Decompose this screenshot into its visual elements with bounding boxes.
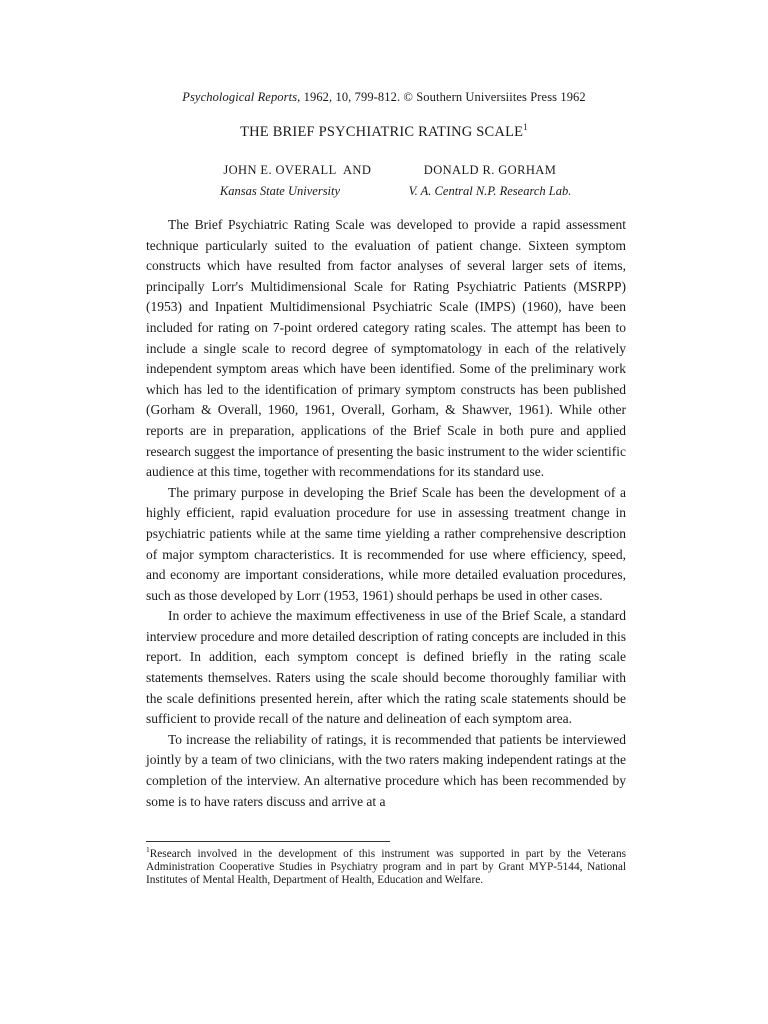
author-affiliation: Kansas State University (219, 184, 341, 198)
author-conjunction: AND (343, 163, 372, 177)
author-first (215, 163, 345, 199)
running-header (0, 90, 768, 105)
article-title-text: THE BRIEF PSYCHIATRIC RATING SCALE (240, 124, 524, 140)
title-footnote-mark: 1 (523, 122, 528, 133)
author-affiliation: V. A. Central N.P. Research Lab. (408, 184, 572, 198)
author-name: DONALD R. GORHAM (423, 163, 557, 177)
footnote-divider (146, 841, 390, 842)
citation-details: 1962, 10, 799-812. © Southern Universiites Press 1962 (300, 90, 586, 104)
author-second (380, 163, 600, 199)
body-paragraph: In order to achieve the maximum effectiveness in use of the Brief Scale, a standard interview procedure and more detailed description of rating concepts are included in this report. In addition, each symptom concept is defined briefly in the rating scale statements themselves. Raters using the scale should become thoroughly familiar with the scale definitions presented herein, after which the rating scale statements should be sufficient to provide recall of the nature and delineation of each symptom area. (146, 608, 626, 727)
article-title (0, 124, 768, 141)
journal-name: Psychological Reports, (182, 90, 301, 104)
body-paragraph: The Brief Psychiatric Rating Scale was developed to provide a rapid assessment technique particularly suited to the evaluation of patient change. Sixteen symptom constructs which have resulted from factor analyses of several larger sets of items, principally Lorr's Multidimensional Scale for Rating Psychiatric Patients (MSRPP) (1953) and Inpatient Multidimensional Psychiatric Scale (IMPS) (1960), have been included for rating on 7-point ordered category rating scales. The attempt has been to include a single scale to record degree of symptomatology in each of the relatively independent symptom areas which have been identified. Some of the preliminary work which has led to the identification of primary symptom constructs has been published (Gorham & Overall, 1960, 1961, Overall, Gorham, & Shawver, 1961). While other reports are in preparation, applications of the Brief Scale in both pure and applied research suggest the importance of presenting the basic instrument to the wider scientific audience at this time, together with recommendations for its standard use. (146, 217, 626, 480)
article-body (146, 215, 626, 812)
footnote (146, 845, 626, 886)
body-paragraph: The primary purpose in developing the Brief Scale has been the development of a highly efficient, rapid evaluation procedure for use in assessing treatment change in psychiatric patients while at the same time yielding a rather comprehensive description of major symptom characteristics. It is recommended for use where efficiency, speed, and economy are important considerations, while more detailed evaluation procedures, such as those developed by Lorr (1953, 1961) should perhaps be used in other cases. (146, 484, 626, 603)
footnote-text: Research involved in the development of this instrument was supported in part by the Veterans Administration Cooperative Studies in Psychiatry program and in part by Grant MYP-5144, National Institutes of Mental Health, Department of Health, Education and Welfare. (146, 848, 626, 886)
footnote-mark: 1 (146, 845, 150, 855)
body-paragraph: To increase the reliability of ratings, it is recommended that patients be interviewed jointly by a team of two clinicians, with the two raters making independent ratings at the completion of the interview. An alternative procedure which has been recommended by some is to have raters discuss and arrive at a (146, 731, 626, 809)
author-name: JOHN E. OVERALL (223, 163, 337, 177)
